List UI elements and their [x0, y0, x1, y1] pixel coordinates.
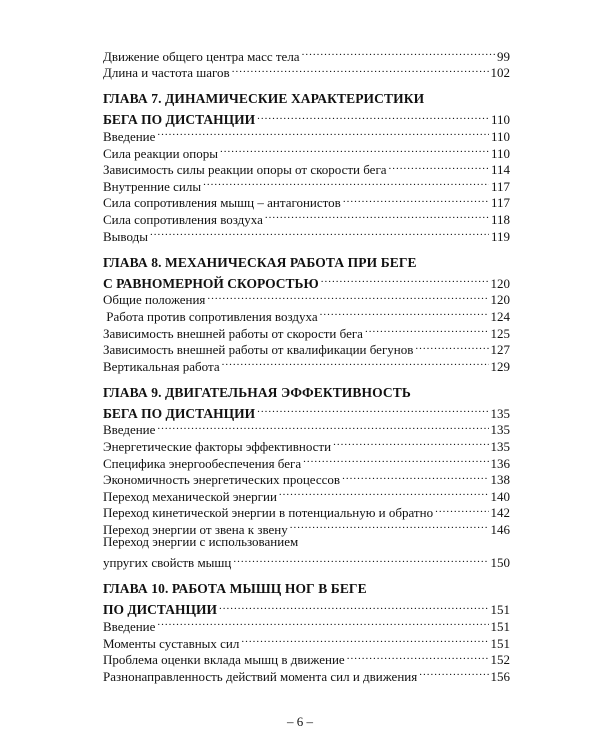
dot-leader [150, 224, 489, 241]
toc-entry [103, 141, 510, 161]
dot-leader [222, 354, 489, 371]
toc-entry-title: Работа против сопротивления воздуха [103, 308, 318, 324]
toc-entry-title: Длина и частота шагов [103, 65, 230, 81]
dot-leader [203, 174, 489, 191]
toc-entry-title-line2: упругих свойств мышц [103, 555, 232, 571]
toc-entry [103, 418, 510, 438]
toc-page-number: 156 [490, 668, 510, 684]
toc-page-number: 138 [490, 472, 510, 488]
toc-page-number: 129 [490, 358, 510, 374]
dot-leader [157, 124, 489, 141]
chapter-heading-entry [103, 108, 510, 128]
dot-leader [321, 271, 489, 288]
toc-entry-title: Введение [103, 422, 156, 438]
toc-entry-title: Зависимость внешней работы от квалификации бегунов [103, 342, 414, 358]
toc-entry-title: Введение [103, 619, 156, 634]
toc-entry-title: Экономичность энергетических процессов [103, 472, 341, 488]
table-of-contents [103, 44, 510, 684]
dot-leader [207, 288, 488, 305]
toc-page-number: 99 [497, 48, 510, 64]
dot-leader [365, 321, 489, 338]
dot-leader [157, 614, 488, 631]
dot-leader [419, 664, 488, 681]
dot-leader [302, 44, 495, 61]
dot-leader [257, 401, 488, 418]
dot-leader [233, 551, 488, 568]
toc-page-number: 142 [490, 505, 510, 521]
toc-page-number: 120 [490, 292, 510, 308]
dot-leader [347, 648, 489, 665]
toc-entry-title: Энергетические факторы эффективности [103, 439, 332, 455]
toc-page-number: 117 [490, 178, 510, 194]
toc-page-number: 110 [490, 145, 510, 161]
toc-page-number: 110 [490, 112, 510, 128]
dot-leader [157, 418, 488, 435]
toc-page-number: 135 [490, 422, 510, 438]
dot-leader [220, 141, 489, 158]
toc-entry-title: Специфика энергообеспечения бега [103, 455, 302, 471]
toc-page-number: 136 [490, 455, 510, 471]
dot-leader [320, 304, 489, 321]
dot-leader [290, 517, 489, 534]
toc-entry-title: Зависимость внешней работы от скорости бега [103, 325, 363, 341]
chapter-heading: ГЛАВА 8. МЕХАНИЧЕСКАЯ РАБОТА ПРИ БЕГЕ [103, 254, 417, 270]
toc-page-number: 102 [490, 65, 510, 81]
toc-entry-title: Выводы [103, 228, 148, 244]
chapter-heading: ГЛАВА 10. РАБОТА МЫШЦ НОГ В БЕГЕ [103, 581, 367, 597]
dot-leader [415, 338, 488, 355]
dot-leader [343, 191, 489, 208]
toc-page-number: 124 [490, 308, 510, 324]
toc-entry [103, 124, 510, 144]
dot-leader [265, 207, 489, 224]
dot-leader [219, 598, 489, 615]
toc-page-number: 152 [490, 652, 510, 668]
toc-page-number: 151 [490, 619, 510, 634]
toc-entry-title: Сила сопротивления мышц – антагонистов [103, 195, 341, 211]
dot-leader [279, 484, 489, 501]
toc-page-number: 110 [490, 128, 510, 144]
toc-entry-title: Вертикальная работа [103, 358, 220, 374]
toc-page-number: 117 [490, 195, 510, 211]
toc-entry [103, 434, 510, 455]
chapter-heading-entry [103, 401, 510, 421]
dot-leader [241, 631, 488, 648]
toc-page-number: 151 [490, 635, 510, 651]
chapter-heading-tail: ПО ДИСТАНЦИИ [103, 602, 217, 618]
toc-page-number: 119 [490, 228, 510, 244]
dot-leader [257, 108, 489, 125]
toc-entry-title: Моменты суставных сил [103, 635, 240, 651]
toc-entry [103, 44, 510, 64]
toc-entry-title: Разнонаправленность действий момента сил и движения [103, 668, 418, 684]
toc-page-number: 150 [490, 555, 510, 571]
chapter-heading-tail: БЕГА ПО ДИСТАНЦИИ [103, 405, 256, 421]
toc-entry-title: Зависимость силы реакции опоры от скорости бега [103, 162, 387, 178]
toc-entry-title-line1: Переход энергии с использованием [103, 534, 299, 550]
toc-page-number: 135 [490, 439, 510, 455]
toc-entry [103, 614, 510, 634]
dot-leader [232, 61, 489, 78]
toc-entry-title: Введение [103, 128, 156, 144]
toc-entry-title: Переход энергии от звена к звену [103, 522, 288, 538]
toc-page-number: 135 [490, 405, 510, 421]
dot-leader [389, 158, 489, 175]
toc-page-number: 125 [490, 325, 510, 341]
toc-entry-title: Внутренние силы [103, 178, 202, 194]
dot-leader [303, 451, 488, 468]
toc-page-number: 114 [490, 162, 510, 178]
toc-entry-title: Проблема оценки вклада мышц в движение [103, 652, 345, 668]
toc-page-number: 118 [490, 211, 510, 227]
toc-entry [103, 631, 510, 651]
toc-entry-title: Переход механической энергии [103, 488, 277, 504]
toc-entry [103, 224, 510, 244]
toc-page-number: 120 [490, 275, 510, 291]
dot-leader [333, 434, 488, 451]
page-number-footer: – 6 – [287, 714, 313, 729]
toc-entry-title: Движение общего центра масс тела [103, 48, 300, 64]
toc-page-number: 140 [490, 488, 510, 504]
chapter-heading: ГЛАВА 9. ДВИГАТЕЛЬНАЯ ЭФФЕКТИВНОСТЬ [103, 384, 411, 400]
dot-leader [342, 468, 488, 485]
chapter-heading: ГЛАВА 7. ДИНАМИЧЕСКИЕ ХАРАКТЕРИСТИКИ [103, 91, 425, 107]
toc-page-number: 146 [490, 522, 510, 538]
chapter-heading-tail: БЕГА ПО ДИСТАНЦИИ [103, 112, 256, 128]
toc-entry-title: Общие положения [103, 292, 206, 308]
chapter-heading-tail: С РАВНОМЕРНОЙ СКОРОСТЬЮ [103, 275, 319, 291]
toc-entry-title: Переход кинетической энергии в потенциальную и обратно [103, 505, 434, 521]
toc-page-number: 127 [490, 342, 510, 358]
toc-entry-title: Сила реакции опоры [103, 145, 218, 161]
toc-entry-title: Сила сопротивления воздуха [103, 211, 263, 227]
chapter-heading-entry [103, 598, 510, 618]
toc-page-number: 151 [490, 602, 510, 618]
chapter-heading-entry [103, 271, 510, 291]
toc-entry [103, 551, 510, 571]
dot-leader [435, 501, 488, 518]
